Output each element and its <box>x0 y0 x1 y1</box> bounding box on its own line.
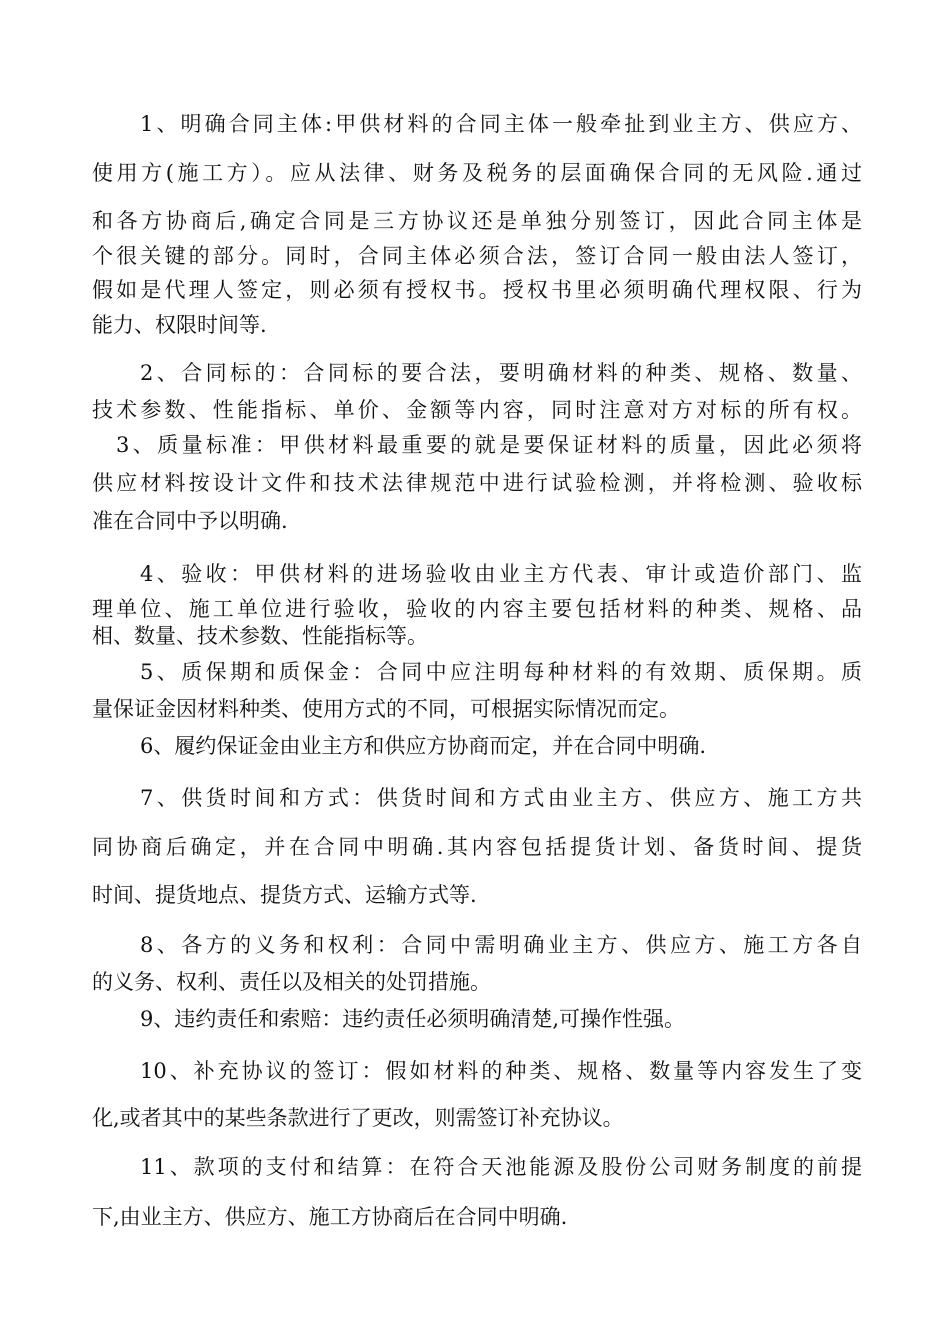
text-line: 能力、权限时间等. <box>92 313 267 337</box>
text-line: 理单位、施工单位进行验收，验收的内容主要包括材料的种类、规格、品 <box>92 597 862 621</box>
text-line: 10、补充协议的签订：假如材料的种类、规格、数量等内容发生了变 <box>140 1059 862 1083</box>
text-line: 的义务、权利、责任以及相关的处罚措施。 <box>92 970 491 994</box>
text-line: 和各方协商后,确定合同是三方协议还是单独分别签订，因此合同主体是 <box>92 209 862 233</box>
text-line: 供应材料按设计文件和技术法律规范中进行试验检测，并将检测、验收标 <box>92 471 862 495</box>
text-line: 化,或者其中的某些条款进行了更改，则需签订补充协议。 <box>92 1106 624 1130</box>
text-line: 技术参数、性能指标、单价、金额等内容，同时注意对方对标的所有权。 <box>92 398 862 422</box>
text-line: 相、数量、技术参数、性能指标等。 <box>92 624 428 648</box>
text-line: 6、履约保证金由业主方和供应方协商而定，并在合同中明确. <box>140 734 707 758</box>
text-line: 5、质保期和质保金：合同中应注明每种材料的有效期、质保期。质 <box>140 660 862 684</box>
text-line: 1、明确合同主体:甲供材料的合同主体一般牵扯到业主方、供应方、 <box>140 112 862 136</box>
text-line: 时间、提货地点、提货方式、运输方式等. <box>92 883 477 907</box>
text-line: 3、质量标准：甲供材料最重要的就是要保证材料的质量，因此必须将 <box>116 433 862 457</box>
text-line: 下,由业主方、供应方、施工方协商后在合同中明确. <box>92 1205 568 1229</box>
text-line: 7、供货时间和方式：供货时间和方式由业主方、供应方、施工方共 <box>140 786 862 810</box>
text-line: 量保证金因材料种类、使用方式的不同，可根据实际情况而定。 <box>92 697 680 721</box>
text-line: 11、款项的支付和结算：在符合天池能源及股份公司财务制度的前提 <box>140 1155 862 1179</box>
text-line: 同协商后确定，并在合同中明确.其内容包括提货计划、备货时间、提货 <box>92 835 862 859</box>
text-line: 9、违约责任和索赔：违约责任必须明确清楚,可操作性强。 <box>140 1007 686 1031</box>
text-line: 使用方(施工方）。应从法律、财务及税务的层面确保合同的无风险.通过 <box>92 161 862 185</box>
text-line: 假如是代理人签定，则必须有授权书。授权书里必须明确代理权限、行为 <box>92 278 862 302</box>
text-line: 2、合同标的：合同标的要合法，要明确材料的种类、规格、数量、 <box>140 361 862 385</box>
text-line: 8、各方的义务和权利：合同中需明确业主方、供应方、施工方各自 <box>140 933 862 957</box>
text-line: 准在合同中予以明确. <box>92 509 288 533</box>
text-line: 个很关键的部分。同时，合同主体必须合法，签订合同一般由法人签订， <box>92 244 862 268</box>
text-line: 4、验收：甲供材料的进场验收由业主方代表、审计或造价部门、监 <box>140 562 862 586</box>
